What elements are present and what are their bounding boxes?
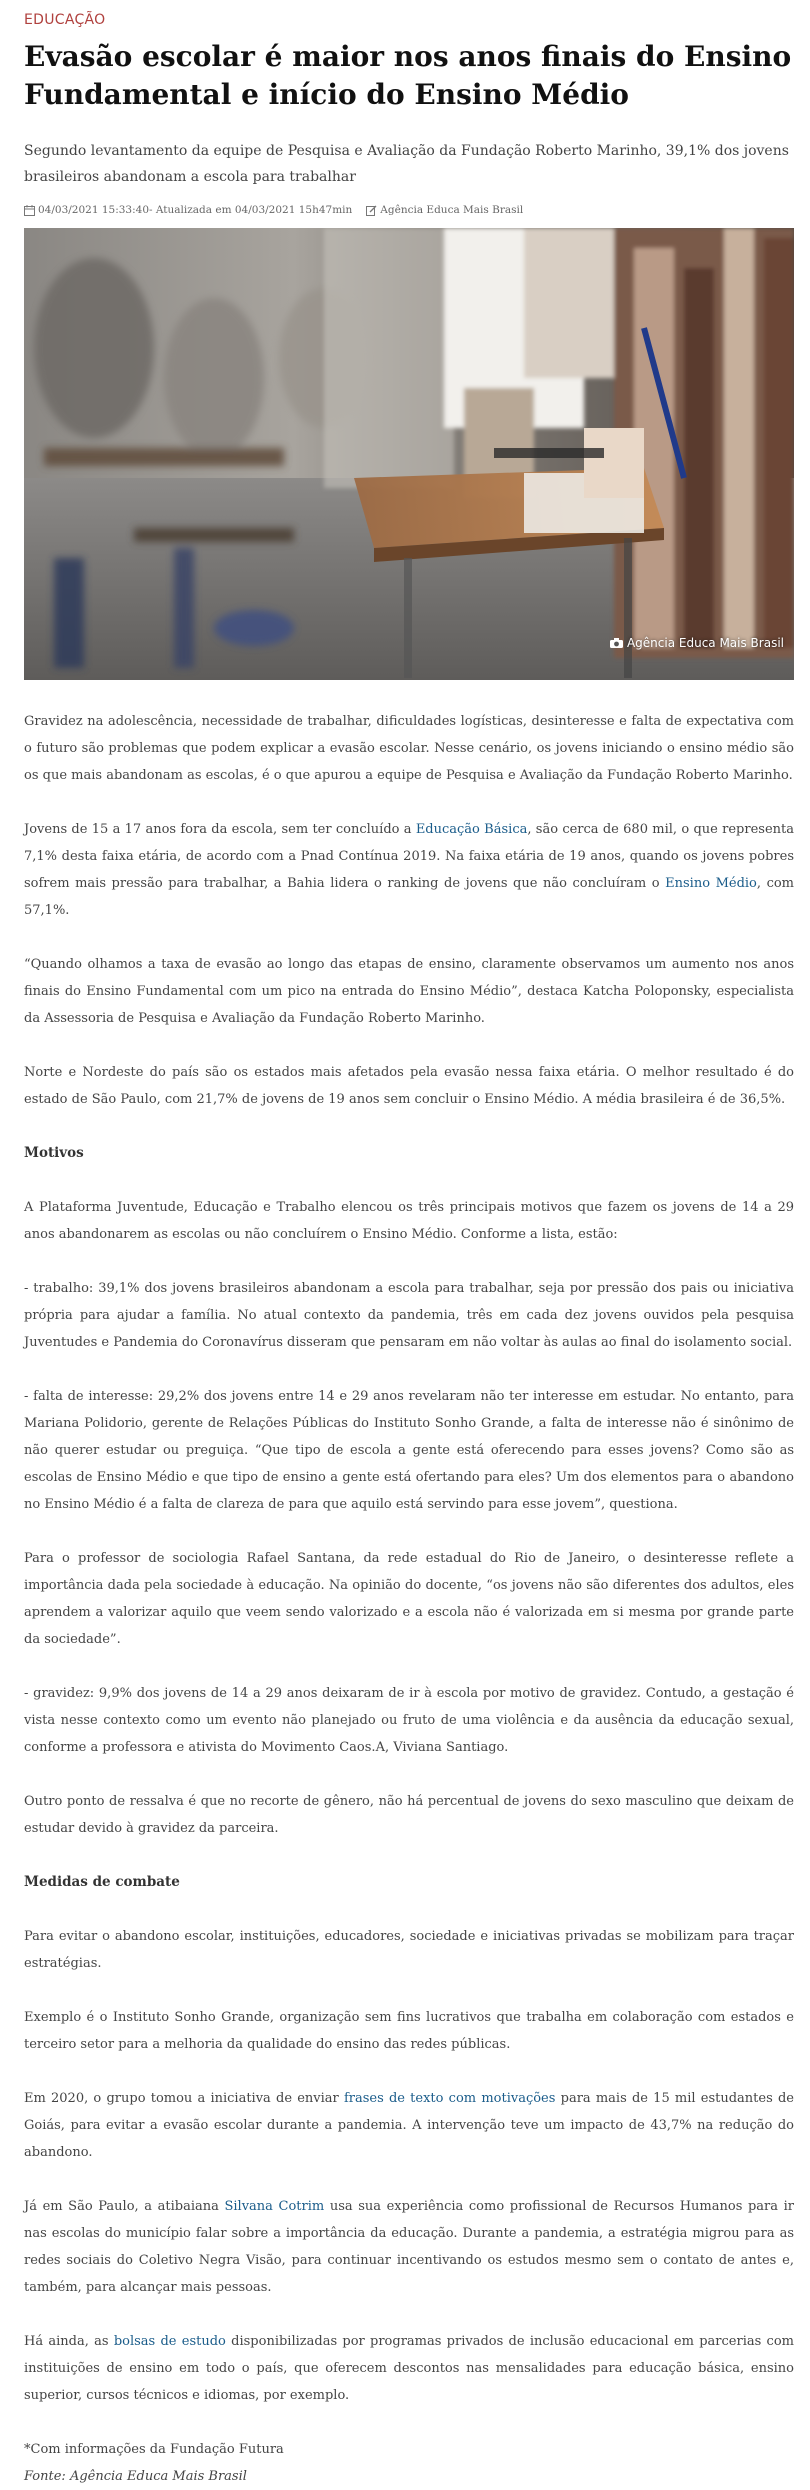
classroom-photo [24, 228, 794, 680]
article-title: Evasão escolar é maior nos anos finais do Ensino Fundamental e início do Ensino Médio [24, 40, 792, 111]
link-ensino-medio[interactable]: Ensino Médio [665, 876, 757, 891]
link-educacao-basica[interactable]: Educação Básica [415, 822, 528, 837]
calendar-icon [24, 205, 35, 216]
paragraph: Jovens de 15 a 17 anos fora da escola, sem ter concluído a Educação Básica, são cerca de 680 mil, o que representa 7,1% desta faixa etária, de acordo com a Pnad Contínua 2019. Na faixa etária de 19 anos, quando os jovens pobres sofrem mais pressão para trabalhar, a Bahia lidera o ranking de jovens que não concluíram o Ensino Médio, com 57,1%. [24, 822, 795, 918]
category-link[interactable]: EDUCAÇÃO [24, 12, 106, 28]
updated-date: - Atualizada em 04/03/2021 15h47min [149, 204, 353, 216]
image-credit [610, 636, 784, 650]
hero-image [24, 228, 794, 680]
image-credit-text: Agência Educa Mais Brasil [626, 636, 784, 650]
paragraph: Já em São Paulo, a atibaiana Silvana Cotrim usa sua experiência como profissional de Recursos Humanos para ir nas escolas do município falar sobre a importância da educação. Durante a pandemia, a estratégia migrou para as redes sociais do Coletivo Negra Visão, para continuar incentivando os estudos mesmo sem o contato de antes e, também, para alcançar mais pessoas. [24, 2199, 794, 2295]
link-silvana-cotrim[interactable]: Silvana Cotrim [224, 2199, 325, 2214]
paragraph: Outro ponto de ressalva é que no recorte de gênero, não há percentual de jovens do sexo masculino que deixam de estudar devido à gravidez da parceira. [24, 1794, 794, 1836]
paragraph: Há ainda, as bolsas de estudo disponibilizadas por programas privados de inclusão educacional em parcerias com instituições de ensino em todo o país, que oferecem descontos nas mensalidades para educação básica, ensino superior, cursos técnicos e idiomas, por exemplo. [24, 2334, 794, 2403]
author-name[interactable]: Agência Educa Mais Brasil [380, 204, 524, 216]
paragraph: Norte e Nordeste do país são os estados mais afetados pela evasão nessa faixa etária. O melhor resultado é do estado de São Paulo, com 21,7% de jovens de 19 anos sem concluir o Ensino Médio. A média brasileira é de 36,5%. [24, 1065, 794, 1107]
link-bolsas-de-estudo[interactable]: bolsas de estudo [113, 2334, 226, 2349]
paragraph: - gravidez: 9,9% dos jovens de 14 a 29 anos deixaram de ir à escola por motivo de gravidez. Contudo, a gestação é vista nesse contexto como um evento não planejado ou fruto de uma violência e da ausência da educação sexual, conforme a professora e ativista do Movimento Caos.A, Viviana Santiago. [24, 1686, 794, 1755]
camera-icon [610, 638, 623, 648]
article-subtitle: Segundo levantamento da equipe de Pesquisa e Avaliação da Fundação Roberto Marinho, 39,1% dos jovens brasileiros abandonam a escola para trabalhar [24, 143, 789, 185]
paragraph: - trabalho: 39,1% dos jovens brasileiros abandonam a escola para trabalhar, seja por pressão dos pais ou iniciativa própria para ajudar a família. No atual contexto da pandemia, três em cada dez jovens ouvidos pela pesquisa Juventudes e Pandemia do Coronavírus disseram que pensaram em não voltar às aulas ao final do isolamento social. [24, 1281, 794, 1350]
article-body [24, 708, 794, 2490]
paragraph: Para evitar o abandono escolar, instituições, educadores, sociedade e iniciativas privadas se mobilizam para traçar estratégias. [24, 1929, 794, 1971]
link-frases-motivacao[interactable]: frases de texto com motivações [343, 2091, 556, 2106]
section-heading-motivos: Motivos [24, 1145, 84, 1161]
paragraph: “Quando olhamos a taxa de evasão ao longo das etapas de ensino, claramente observamos um aumento nos anos finais do Ensino Fundamental com um pico na entrada do Ensino Médio”, destaca Katcha Poloponsky, especialista da Assessoria de Pesquisa e Avaliação da Fundação Roberto Marinho. [24, 957, 794, 1026]
paragraph: Gravidez na adolescência, necessidade de trabalhar, dificuldades logísticas, desinteresse e falta de expectativa com o futuro são problemas que podem explicar a evasão escolar. Nesse cenário, os jovens iniciando o ensino médio são os que mais abandonam as escolas, é o que apurou a equipe de Pesquisa e Avaliação da Fundação Roberto Marinho. [24, 714, 794, 783]
paragraph: Em 2020, o grupo tomou a iniciativa de enviar frases de texto com motivações para mais de 15 mil estudantes de Goiás, para evitar a evasão escolar durante a pandemia. A intervenção teve um impacto de 43,7% na redução do abandono. [24, 2091, 794, 2160]
edit-icon [366, 205, 377, 216]
published-date: 04/03/2021 15:33:40 [38, 204, 150, 216]
paragraph: Exemplo é o Instituto Sonho Grande, organização sem fins lucrativos que trabalha em colaboração com estados e terceiro setor para a melhoria da qualidade do ensino das redes públicas. [24, 2010, 794, 2052]
paragraph: - falta de interesse: 29,2% dos jovens entre 14 e 29 anos revelaram não ter interesse em estudar. No entanto, para Mariana Polidorio, gerente de Relações Públicas do Instituto Sonho Grande, a falta de interesse não é sinônimo de não querer estudar ou preguiça. “Que tipo de escola a gente está oferecendo para esses jovens? Como são as escolas de Ensino Médio e que tipo de ensino a gente está ofertando para eles? Um dos elementos para o abandono no Ensino Médio é a falta de clareza de para que aquilo está servindo para esse jovem”, questiona. [24, 1389, 794, 1512]
source-line: Fonte: Agência Educa Mais Brasil [24, 2469, 247, 2484]
paragraph: Para o professor de sociologia Rafael Santana, da rede estadual do Rio de Janeiro, o desinteresse reflete a importância dada pela sociedade à educação. Na opinião do docente, “os jovens não são diferentes dos adultos, eles aprendem a valorizar aquilo que veem sendo valorizado e a escola não é valorizada em si mesma por grande parte da sociedade”. [24, 1551, 794, 1647]
footnote: *Com informações da Fundação Futura [24, 2442, 284, 2457]
article-meta [24, 204, 523, 216]
section-heading-medidas: Medidas de combate [24, 1874, 180, 1890]
paragraph: A Plataforma Juventude, Educação e Trabalho elencou os três principais motivos que fazem os jovens de 14 a 29 anos abandonarem as escolas ou não concluírem o Ensino Médio. Conforme a lista, estão: [24, 1200, 794, 1242]
